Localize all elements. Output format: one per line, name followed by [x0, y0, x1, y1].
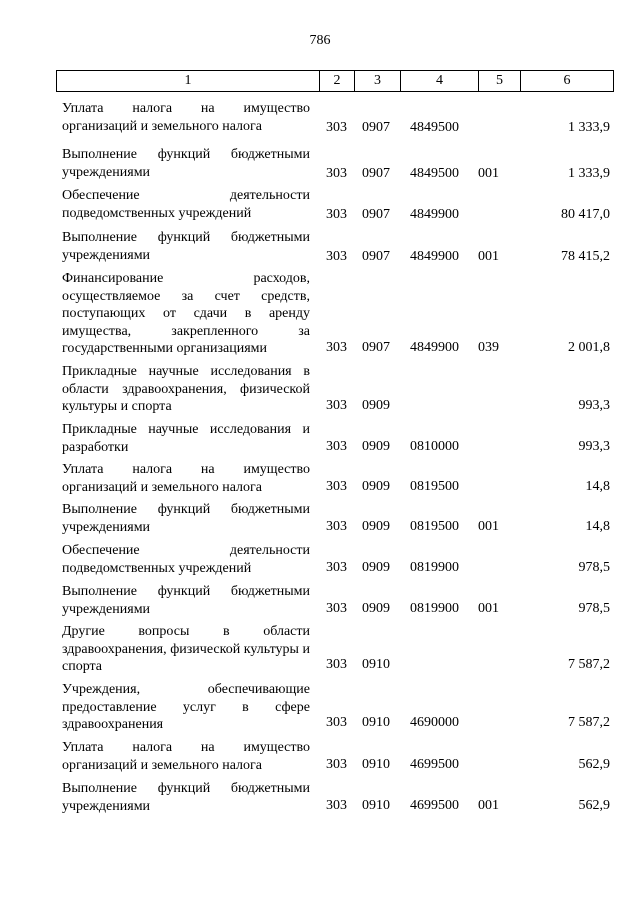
row-code-2: 303: [326, 439, 347, 454]
row-code-3: 0907: [362, 207, 390, 222]
row-code-5: 001: [478, 249, 499, 264]
row-code-2: 303: [326, 166, 347, 181]
row-code-4: 0819900: [410, 601, 459, 616]
row-amount: 7 587,2: [568, 715, 610, 730]
row-code-3: 0907: [362, 120, 390, 135]
row-amount: 978,5: [578, 601, 610, 616]
row-amount: 978,5: [578, 560, 610, 575]
row-code-2: 303: [326, 601, 347, 616]
row-code-3: 0909: [362, 439, 390, 454]
row-amount: 562,9: [578, 798, 610, 813]
row-code-2: 303: [326, 398, 347, 413]
row-code-2: 303: [326, 120, 347, 135]
row-amount: 1 333,9: [568, 166, 610, 181]
row-amount: 78 415,2: [561, 249, 610, 264]
row-name: Выполнение функций бюджетными учреждениями: [62, 584, 310, 617]
row-code-5: 001: [478, 798, 499, 813]
row-code-5: 001: [478, 519, 499, 534]
row-name: Учреждения, обеспечивающие предоставление услуг в сфере здравоохранения: [62, 682, 310, 732]
row-code-3: 0909: [362, 519, 390, 534]
header-col-5: 5: [479, 71, 521, 91]
row-code-2: 303: [326, 340, 347, 355]
row-amount: 14,8: [585, 479, 610, 494]
row-code-3: 0909: [362, 560, 390, 575]
row-amount: 1 333,9: [568, 120, 610, 135]
row-amount: 993,3: [578, 439, 610, 454]
row-amount: 562,9: [578, 757, 610, 772]
row-name: Выполнение функций бюджетными учреждениями: [62, 502, 310, 535]
row-name: Уплата налога на имущество организаций и земельного налога: [62, 462, 310, 495]
header-col-1: 1: [57, 71, 320, 91]
row-code-4: 0819500: [410, 479, 459, 494]
row-code-2: 303: [326, 798, 347, 813]
row-amount: 2 001,8: [568, 340, 610, 355]
row-code-2: 303: [326, 479, 347, 494]
row-code-5: 001: [478, 601, 499, 616]
row-code-2: 303: [326, 519, 347, 534]
row-code-4: 0810000: [410, 439, 459, 454]
row-code-2: 303: [326, 249, 347, 264]
row-code-4: 4699500: [410, 798, 459, 813]
row-name: Прикладные научные исследования в области здравоохранения, физической культуры и спорта: [62, 364, 310, 414]
row-amount: 14,8: [585, 519, 610, 534]
header-col-2: 2: [320, 71, 355, 91]
row-code-2: 303: [326, 715, 347, 730]
header-col-6: 6: [563, 73, 571, 88]
row-name: Прикладные научные исследования и разработки: [62, 422, 310, 455]
row-code-3: 0910: [362, 798, 390, 813]
row-code-3: 0907: [362, 249, 390, 264]
row-name: Финансирование расходов, осуществляемое за счет средств, поступающих от сдачи в аренду имущества, закрепленного за государственными организациями: [62, 271, 310, 356]
row-code-2: 303: [326, 560, 347, 575]
row-code-4: 4849900: [410, 249, 459, 264]
row-name: Другие вопросы в области здравоохранения, физической культуры и спорта: [62, 624, 310, 674]
row-code-4: 4849900: [410, 207, 459, 222]
row-code-3: 0909: [362, 479, 390, 494]
table-header: [56, 70, 614, 92]
row-code-3: 0910: [362, 715, 390, 730]
row-code-4: 4849900: [410, 340, 459, 355]
row-code-4: 4699500: [410, 757, 459, 772]
row-name: Выполнение функций бюджетными учреждениями: [62, 147, 310, 180]
row-code-2: 303: [326, 757, 347, 772]
row-code-2: 303: [326, 207, 347, 222]
row-code-3: 0907: [362, 166, 390, 181]
row-code-2: 303: [326, 657, 347, 672]
row-name: Уплата налога на имущество организаций и земельного налога: [62, 740, 310, 773]
row-code-4: 4849500: [410, 120, 459, 135]
header-col-3: 3: [355, 71, 401, 91]
row-name: Обеспечение деятельности подведомственных учреждений: [62, 543, 310, 576]
header-col-4: 4: [401, 71, 479, 91]
row-name: Выполнение функций бюджетными учреждениями: [62, 230, 310, 263]
row-code-4: 4849500: [410, 166, 459, 181]
row-code-5: 039: [478, 340, 499, 355]
row-code-4: 0819900: [410, 560, 459, 575]
row-name: Выполнение функций бюджетными учреждениями: [62, 781, 310, 814]
row-code-4: 0819500: [410, 519, 459, 534]
row-code-3: 0910: [362, 657, 390, 672]
row-amount: 7 587,2: [568, 657, 610, 672]
row-amount: 80 417,0: [561, 207, 610, 222]
row-name: Уплата налога на имущество организаций и земельного налога: [62, 101, 310, 134]
row-code-4: 4690000: [410, 715, 459, 730]
row-code-3: 0909: [362, 601, 390, 616]
row-name: Обеспечение деятельности подведомственных учреждений: [62, 188, 310, 221]
row-code-3: 0909: [362, 398, 390, 413]
row-code-3: 0910: [362, 757, 390, 772]
page-number: 786: [309, 33, 331, 48]
row-amount: 993,3: [578, 398, 610, 413]
row-code-3: 0907: [362, 340, 390, 355]
row-code-5: 001: [478, 166, 499, 181]
